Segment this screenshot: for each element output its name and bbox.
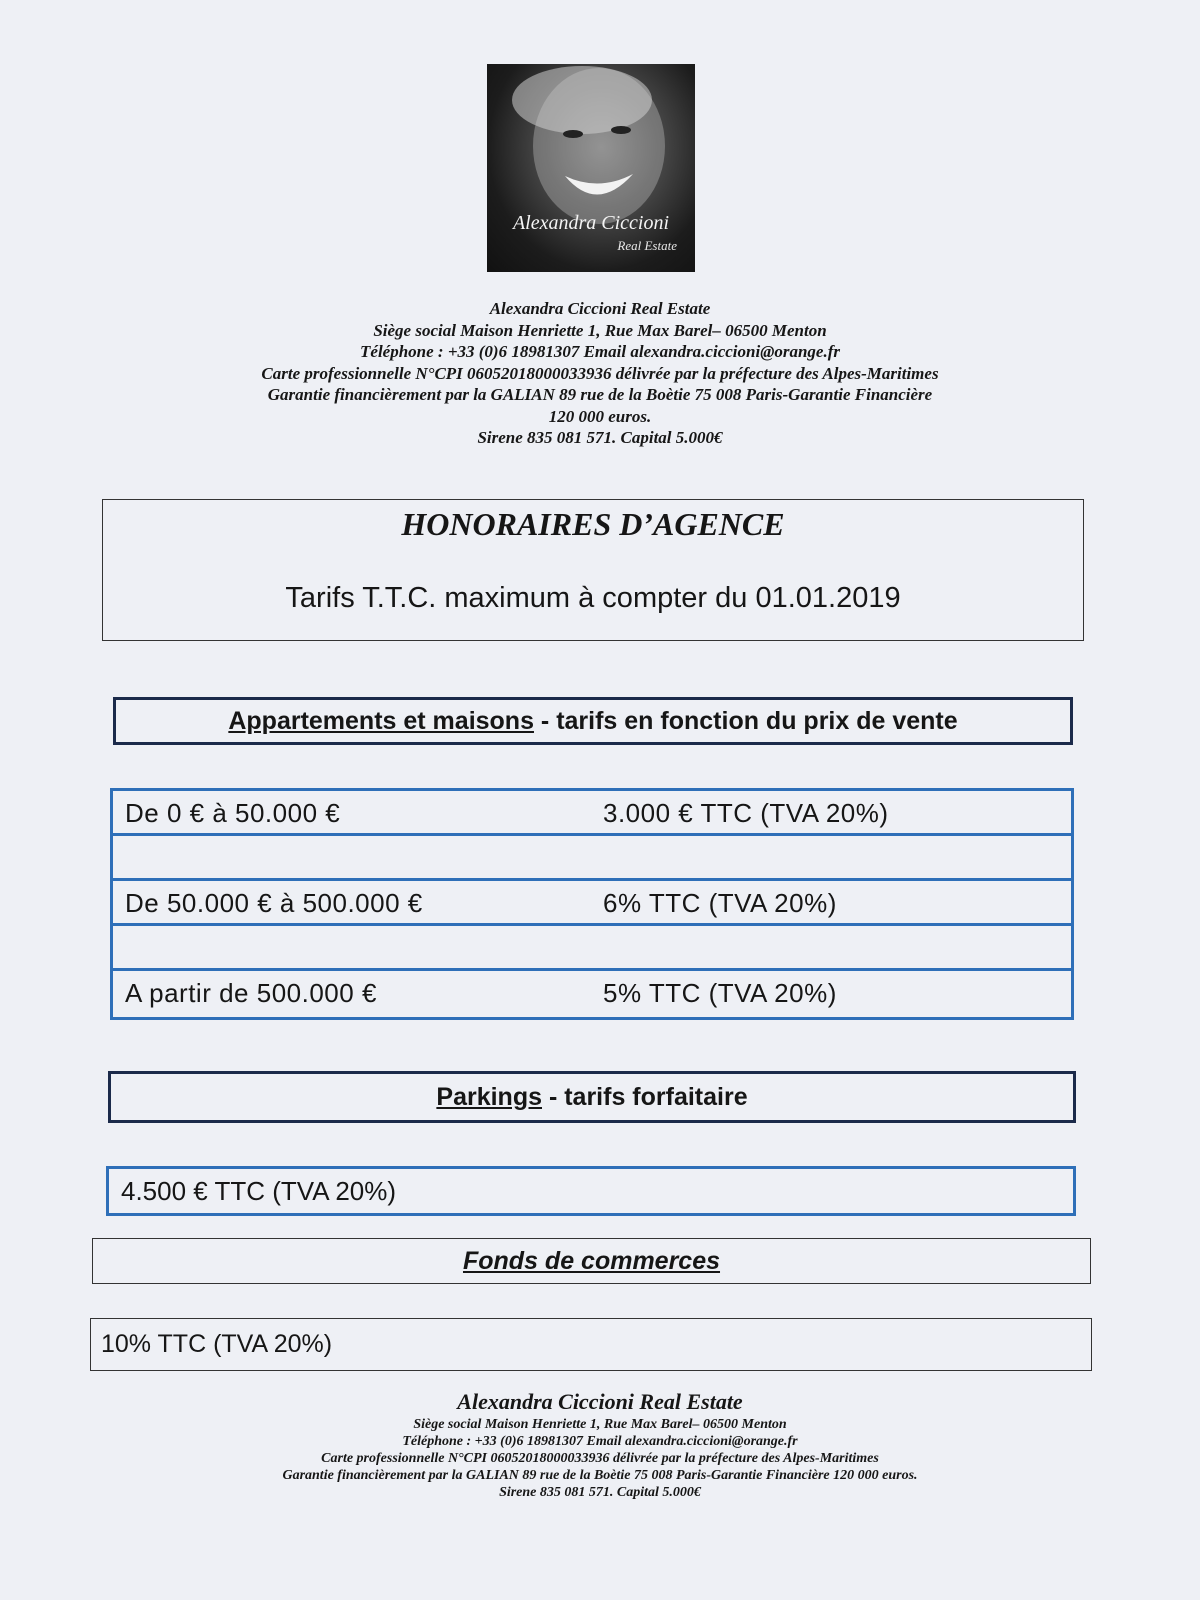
commerce-fee-box: 10% TTC (TVA 20%): [90, 1318, 1092, 1371]
parkings-section-heading: [108, 1071, 1076, 1123]
header-sirene-line: Sirene 835 081 571. Capital 5.000€: [477, 428, 723, 447]
apartments-heading-rest: - tarifs en fonction du prix de vente: [533, 707, 958, 735]
footer-sirene-line: Sirene 835 081 571. Capital 5.000€: [499, 1485, 701, 1500]
fee-value: 6% TTC (TVA 20%): [603, 888, 837, 918]
footer-company-name: Alexandra Ciccioni Real Estate: [457, 1389, 743, 1414]
apartments-rate-table: [110, 788, 1074, 1020]
price-range: A partir de 500.000 €: [125, 978, 377, 1008]
price-range: De 50.000 € à 500.000 €: [125, 888, 423, 918]
commerce-section-heading: [92, 1238, 1091, 1284]
logo-name: Alexandra Ciccioni: [512, 212, 670, 234]
tariff-subtitle: Tarifs T.T.C. maximum à compter du 01.01.2019: [285, 582, 901, 614]
commerce-heading-label: Fonds de commerces: [462, 1247, 721, 1275]
parkings-heading-rest: - tarifs forfaitaire: [542, 1083, 748, 1111]
title-box: [102, 499, 1084, 641]
logo-subtitle: Real Estate: [617, 238, 677, 253]
parkings-heading-underlined: Parkings: [436, 1083, 542, 1111]
table-row: [113, 971, 1071, 1016]
price-range: De 0 € à 50.000 €: [125, 798, 341, 828]
footer-address-block: [0, 1388, 1200, 1501]
footer-contact-line: Téléphone : +33 (0)6 18981307 Email alexandra.ciccioni@orange.fr: [402, 1434, 798, 1449]
table-row-empty: [113, 836, 1071, 881]
apartments-section-heading: [113, 697, 1073, 745]
header-address-block: [0, 298, 1200, 449]
header-license-line: Carte professionnelle N°CPI 06052018000033936 délivrée par la préfecture des Alpes-Maritimes: [261, 363, 939, 383]
apartments-heading-underlined: Appartements et maisons: [228, 707, 534, 735]
fee-value: 3.000 € TTC (TVA 20%): [603, 798, 889, 828]
table-row: [113, 881, 1071, 926]
footer-guarantee-line: Garantie financièrement par la GALIAN 89 rue de la Boètie 75 008 Paris-Garantie Financière 120 000 euros.: [282, 1468, 918, 1483]
header-guarantee-line: Garantie financièrement par la GALIAN 89 rue de la Boètie 75 008 Paris-Garantie Financière: [267, 385, 933, 404]
page-title: HONORAIRES D’AGENCE: [401, 506, 785, 542]
header-company-name: Alexandra Ciccioni Real Estate: [489, 299, 711, 318]
fee-value: 5% TTC (TVA 20%): [603, 978, 837, 1008]
agency-logo: [487, 64, 695, 272]
parkings-fee-box: 4.500 € TTC (TVA 20%): [106, 1166, 1076, 1216]
footer-license-line: Carte professionnelle N°CPI 06052018000033936 délivrée par la préfecture des Alpes-Maritimes: [321, 1451, 879, 1466]
header-guarantee-amount: 120 000 euros.: [548, 406, 652, 426]
header-contact-line: Téléphone : +33 (0)6 18981307 Email alexandra.ciccioni@orange.fr: [360, 342, 840, 361]
table-row-empty: [113, 926, 1071, 971]
header-address-line: Siège social Maison Henriette 1, Rue Max Barel– 06500 Menton: [373, 320, 827, 340]
table-row: [113, 791, 1071, 836]
footer-address-line: Siège social Maison Henriette 1, Rue Max Barel– 06500 Menton: [413, 1417, 787, 1432]
